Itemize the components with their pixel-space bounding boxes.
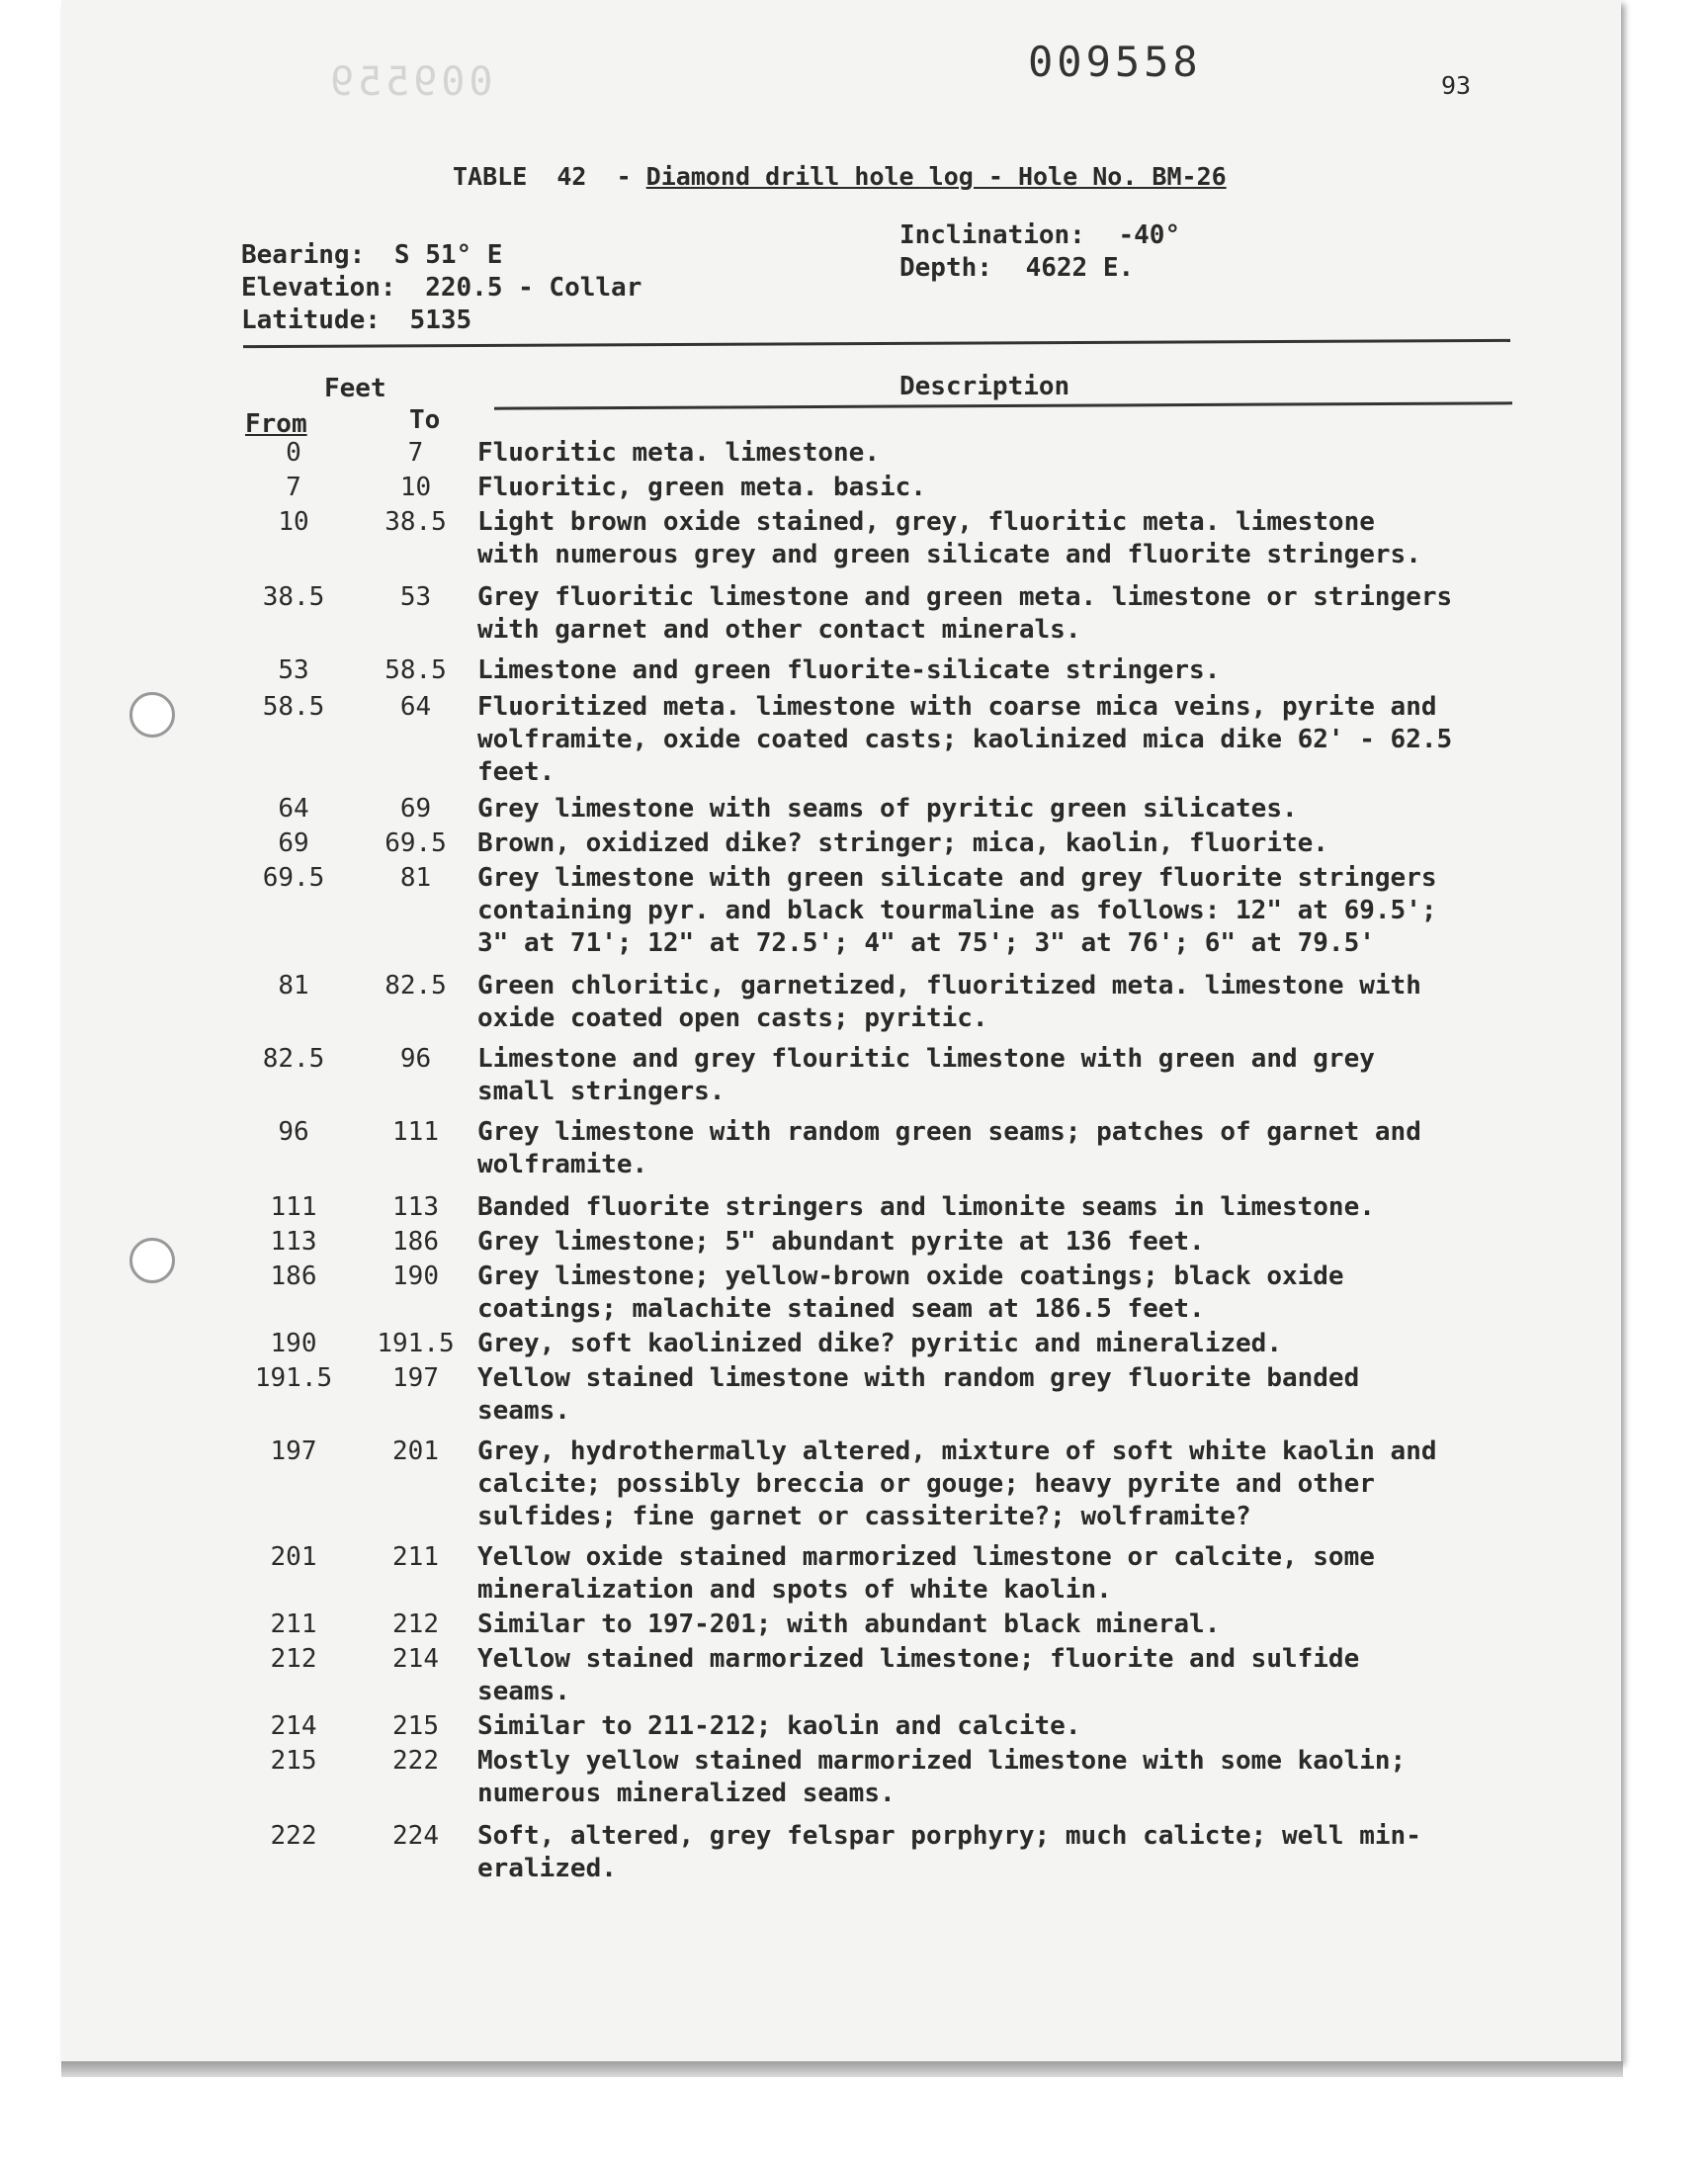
description-line: with numerous grey and green silicate and fluorite stringers. xyxy=(477,540,1421,569)
description-line: Yellow oxide stained marmorized limestone or calcite, some xyxy=(477,1542,1375,1572)
description-line: Limestone and grey flouritic limestone with green and grey xyxy=(477,1044,1375,1074)
description-cell xyxy=(477,1116,1565,1181)
from-depth: 211 xyxy=(270,1610,317,1639)
elevation-line xyxy=(241,272,641,304)
table-row xyxy=(233,1116,1597,1181)
description-line: Grey limestone; yellow-brown oxide coatings; black oxide xyxy=(477,1262,1344,1291)
from-depth: 212 xyxy=(270,1644,317,1674)
from-depth: 222 xyxy=(270,1821,317,1851)
table-row xyxy=(233,506,1597,571)
table-row xyxy=(233,970,1597,1035)
description-cell xyxy=(477,1436,1565,1533)
to-depth: 212 xyxy=(392,1610,439,1639)
from-depth: 214 xyxy=(270,1711,317,1741)
to-depth: 82.5 xyxy=(384,971,447,1000)
from-depth: 7 xyxy=(286,473,301,502)
to-depth: 69 xyxy=(399,794,432,824)
description-cell xyxy=(477,970,1565,1035)
latitude-value: 5135 xyxy=(409,305,472,335)
table-title-prefix: TABLE 42 - xyxy=(453,162,646,191)
description-line: Mostly yellow stained marmorized limestone with some kaolin; xyxy=(477,1746,1407,1776)
description-cell xyxy=(477,581,1565,647)
description-line: Grey limestone with seams of pyritic green silicates. xyxy=(477,794,1298,824)
description-line: seams. xyxy=(477,1677,570,1706)
description-line: Green chloritic, garnetized, fluoritized meta. limestone with xyxy=(477,971,1421,1000)
to-depth: 10 xyxy=(399,473,432,502)
to-header: To xyxy=(409,405,441,435)
depth-label: Depth: xyxy=(899,253,992,283)
inclination-value: -40° xyxy=(1118,220,1181,250)
page-number: 93 xyxy=(1441,71,1472,100)
to-depth: 58.5 xyxy=(384,655,447,685)
drill-hole-meta-right xyxy=(899,219,1180,285)
table-row xyxy=(233,1191,1597,1224)
description-cell xyxy=(477,1191,1565,1224)
to-depth: 211 xyxy=(392,1542,439,1572)
description-line: Yellow stained marmorized limestone; fluorite and sulfide xyxy=(477,1644,1360,1674)
description-line: feet. xyxy=(477,757,555,787)
to-depth: 111 xyxy=(392,1117,439,1147)
table-title xyxy=(453,162,1227,191)
description-cell xyxy=(477,862,1565,960)
to-depth: 53 xyxy=(399,582,432,612)
description-cell xyxy=(477,1043,1565,1108)
to-depth: 201 xyxy=(392,1436,439,1466)
table-row xyxy=(233,654,1597,687)
description-line: Grey fluoritic limestone and green meta. limestone or stringers xyxy=(477,582,1453,612)
description-cell xyxy=(477,1541,1565,1607)
description-line: wolframite. xyxy=(477,1150,648,1179)
description-cell xyxy=(477,1328,1565,1360)
elevation-value: 220.5 - Collar xyxy=(425,273,642,303)
from-depth: 69.5 xyxy=(262,863,325,893)
description-line: Fluoritic meta. limestone. xyxy=(477,438,880,468)
description-line: oxide coated open casts; pyritic. xyxy=(477,1003,988,1033)
to-depth: 96 xyxy=(399,1044,432,1074)
description-line: Grey limestone with green silicate and grey fluorite stringers xyxy=(477,863,1437,893)
bearing-line xyxy=(241,239,641,272)
description-line: Similar to 197-201; with abundant black mineral. xyxy=(477,1610,1221,1639)
table-row xyxy=(233,1043,1597,1108)
description-cell xyxy=(477,437,1565,470)
from-depth: 10 xyxy=(278,507,309,537)
page-shadow xyxy=(61,2061,1623,2077)
feet-header: Feet xyxy=(324,374,386,403)
latitude-label: Latitude: xyxy=(241,305,381,335)
latitude-line xyxy=(241,304,641,337)
from-depth: 113 xyxy=(270,1227,317,1257)
description-cell xyxy=(477,1261,1565,1326)
description-line: Grey limestone; 5" abundant pyrite at 136 feet. xyxy=(477,1227,1205,1257)
to-depth: 113 xyxy=(392,1192,439,1222)
to-depth: 81 xyxy=(399,863,432,893)
to-depth: 64 xyxy=(399,692,432,722)
description-line: Grey, soft kaolinized dike? pyritic and mineralized. xyxy=(477,1329,1282,1358)
from-depth: 58.5 xyxy=(262,692,325,722)
description-cell xyxy=(477,506,1565,571)
table-row xyxy=(233,1710,1597,1743)
description-cell xyxy=(477,827,1565,860)
table-row xyxy=(233,1328,1597,1360)
description-line: calcite; possibly breccia or gouge; heavy pyrite and other xyxy=(477,1469,1375,1499)
ghost-document-number: 009559 xyxy=(326,59,493,105)
inclination-line xyxy=(899,219,1180,252)
bearing-label: Bearing: xyxy=(241,240,366,270)
description-cell xyxy=(477,1820,1565,1885)
description-line: Limestone and green fluorite-silicate stringers. xyxy=(477,655,1221,685)
description-line: Soft, altered, grey felspar porphyry; much calicte; well min- xyxy=(477,1821,1421,1851)
to-depth: 7 xyxy=(407,438,424,468)
table-row xyxy=(233,1643,1597,1708)
description-line: with garnet and other contact minerals. xyxy=(477,615,1081,645)
from-depth: 69 xyxy=(278,828,309,858)
description-line: Yellow stained limestone with random grey fluorite banded xyxy=(477,1363,1360,1393)
from-depth: 38.5 xyxy=(262,582,325,612)
from-header: From xyxy=(245,409,307,439)
description-cell xyxy=(477,691,1565,789)
to-depth: 222 xyxy=(392,1746,439,1776)
from-depth: 197 xyxy=(270,1436,317,1466)
table-row xyxy=(233,472,1597,504)
description-cell xyxy=(477,1745,1565,1810)
description-cell xyxy=(477,1643,1565,1708)
elevation-label: Elevation: xyxy=(241,273,396,303)
description-line: Grey limestone with random green seams; patches of garnet and xyxy=(477,1117,1421,1147)
to-depth: 186 xyxy=(392,1227,439,1257)
drill-log-table xyxy=(233,437,1597,1885)
description-line: mineralization and spots of white kaolin. xyxy=(477,1575,1112,1605)
description-cell xyxy=(477,793,1565,826)
description-line: small stringers. xyxy=(477,1077,726,1106)
table-row xyxy=(233,437,1597,470)
from-depth: 0 xyxy=(286,438,301,468)
to-depth: 215 xyxy=(392,1711,439,1741)
inclination-label: Inclination: xyxy=(899,220,1085,250)
table-row xyxy=(233,1609,1597,1641)
table-row xyxy=(233,1820,1597,1885)
description-line: Grey, hydrothermally altered, mixture of soft white kaolin and xyxy=(477,1436,1437,1466)
description-line: eralized. xyxy=(477,1854,617,1883)
table-row xyxy=(233,827,1597,860)
description-line: containing pyr. and black tourmaline as follows: 12" at 69.5'; xyxy=(477,896,1437,925)
table-row xyxy=(233,862,1597,960)
to-depth: 224 xyxy=(392,1821,439,1851)
from-depth: 186 xyxy=(270,1262,317,1291)
table-row xyxy=(233,793,1597,826)
description-line: Fluoritic, green meta. basic. xyxy=(477,473,926,502)
from-depth: 111 xyxy=(270,1192,317,1222)
description-cell xyxy=(477,1226,1565,1259)
from-depth: 96 xyxy=(278,1117,309,1147)
table-row xyxy=(233,1226,1597,1259)
to-depth: 69.5 xyxy=(384,828,447,858)
description-cell xyxy=(477,1362,1565,1428)
drill-hole-meta-left xyxy=(241,239,641,337)
table-row xyxy=(233,1745,1597,1810)
bearing-value: S 51° E xyxy=(393,240,503,270)
to-depth: 214 xyxy=(392,1644,439,1674)
from-depth: 53 xyxy=(278,655,309,685)
depth-value: 4622 E. xyxy=(1025,253,1135,283)
to-depth: 38.5 xyxy=(384,507,447,537)
to-depth: 190 xyxy=(392,1262,439,1291)
description-line: Brown, oxidized dike? stringer; mica, kaolin, fluorite. xyxy=(477,828,1328,858)
description-line: seams. xyxy=(477,1396,570,1426)
table-row xyxy=(233,1436,1597,1533)
punch-hole-top xyxy=(129,692,175,738)
description-line: Banded fluorite stringers and limonite seams in limestone. xyxy=(477,1192,1375,1222)
to-depth: 191.5 xyxy=(377,1329,455,1358)
from-depth: 191.5 xyxy=(254,1363,333,1393)
table-row xyxy=(233,691,1597,789)
table-row xyxy=(233,1362,1597,1428)
from-depth: 215 xyxy=(270,1746,317,1776)
description-cell xyxy=(477,472,1565,504)
from-depth: 190 xyxy=(270,1329,317,1358)
description-line: sulfides; fine garnet or cassiterite?; wolframite? xyxy=(477,1502,1251,1531)
table-title-main: Diamond drill hole log - Hole No. BM-26 xyxy=(645,162,1227,191)
description-cell xyxy=(477,1609,1565,1641)
description-header: Description xyxy=(899,372,1070,401)
description-line: numerous mineralized seams. xyxy=(477,1779,896,1808)
from-depth: 81 xyxy=(278,971,309,1000)
description-cell xyxy=(477,1710,1565,1743)
from-depth: 64 xyxy=(278,794,309,824)
description-line: Similar to 211-212; kaolin and calcite. xyxy=(477,1711,1081,1741)
description-line: Light brown oxide stained, grey, fluoritic meta. limestone xyxy=(477,507,1375,537)
description-line: 3" at 71'; 12" at 72.5'; 4" at 75'; 3" at 76'; 6" at 79.5' xyxy=(477,928,1375,958)
table-row xyxy=(233,1541,1597,1607)
document-number: 009558 xyxy=(1028,38,1202,86)
description-line: wolframite, oxide coated casts; kaolinized mica dike 62' - 62.5 xyxy=(477,725,1453,754)
table-row xyxy=(233,1261,1597,1326)
table-row xyxy=(233,581,1597,647)
punch-hole-bottom xyxy=(129,1238,175,1283)
to-depth: 197 xyxy=(392,1363,439,1393)
depth-line xyxy=(899,252,1180,285)
from-depth: 82.5 xyxy=(262,1044,325,1074)
description-line: Fluoritized meta. limestone with coarse mica veins, pyrite and xyxy=(477,692,1437,722)
from-depth: 201 xyxy=(270,1542,317,1572)
description-line: coatings; malachite stained seam at 186.5 feet. xyxy=(477,1294,1205,1324)
description-cell xyxy=(477,654,1565,687)
